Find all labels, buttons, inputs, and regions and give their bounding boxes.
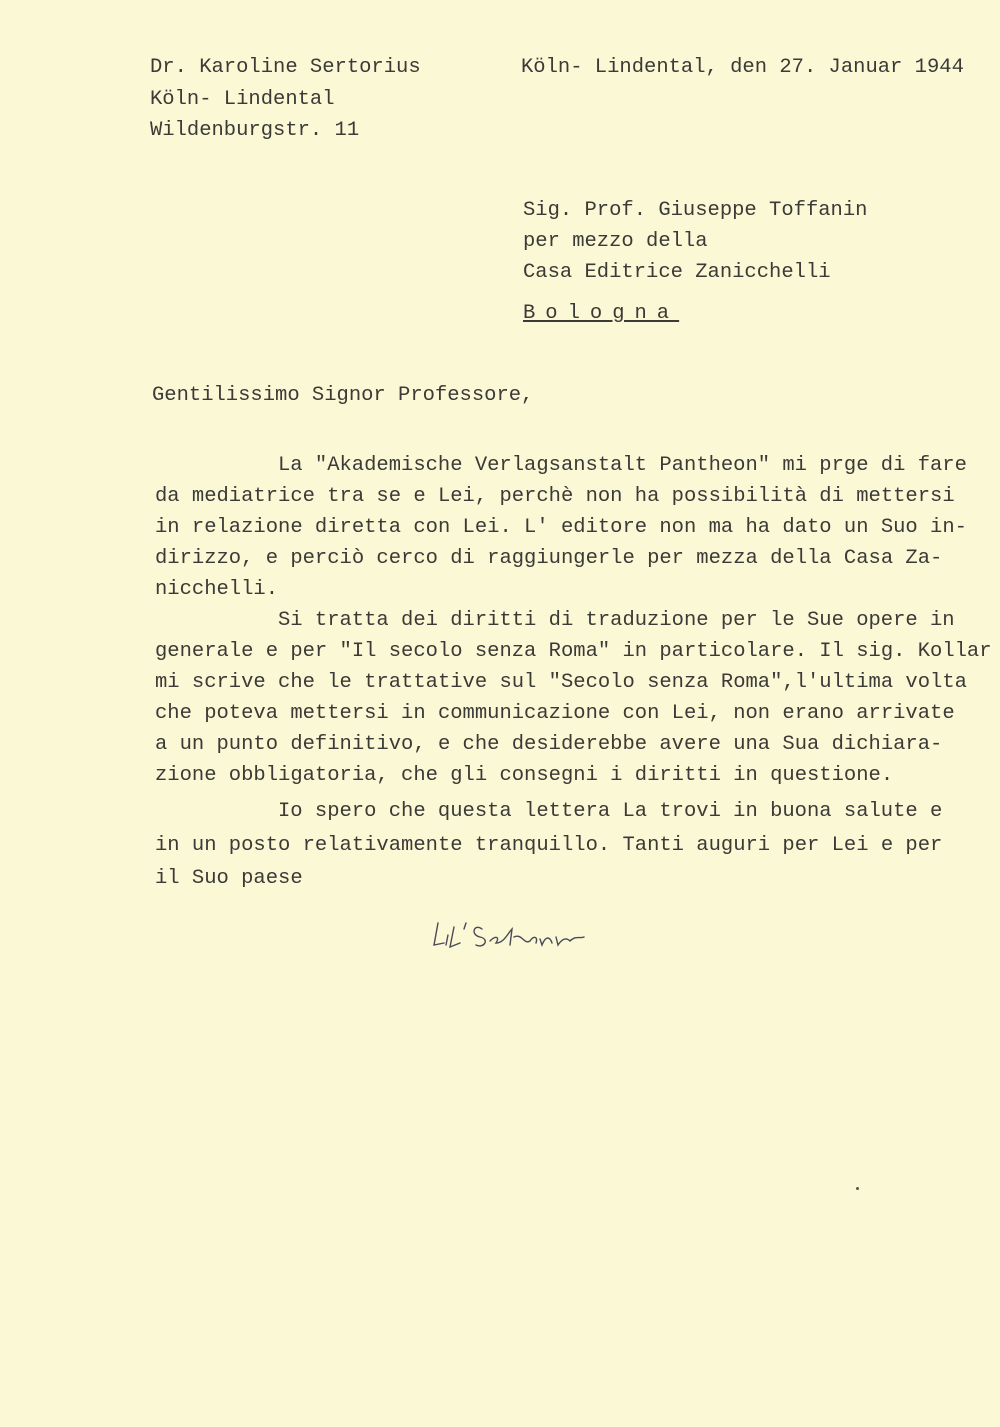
recipient-line: per mezzo della xyxy=(523,230,708,253)
body-line: zione obbligatoria, che gli consegni i diritti in questione. xyxy=(155,764,894,787)
recipient-line: Sig. Prof. Giuseppe Toffanin xyxy=(523,199,868,222)
handwritten-signature xyxy=(430,915,610,955)
body-line: La "Akademische Verlagsanstalt Pantheon" mi prge di fare xyxy=(278,454,967,477)
body-line: Io spero che questa lettera La trovi in buona salute e xyxy=(278,800,943,823)
body-line: che poteva mettersi in communicazione con Lei, non erano arrivate xyxy=(155,702,955,725)
body-line: mi scrive che le trattative sul "Secolo senza Roma",l'ultima volta xyxy=(155,671,967,694)
body-line: il Suo paese xyxy=(155,867,303,890)
body-line: generale e per "Il secolo senza Roma" in particolare. Il sig. Kollar xyxy=(155,640,992,663)
recipient-city: Bologna xyxy=(523,302,680,325)
body-line: a un punto definitivo, e che desiderebbe avere una Sua dichiara- xyxy=(155,733,943,756)
sender-city: Köln- Lindental xyxy=(150,88,335,111)
body-line: nicchelli. xyxy=(155,578,279,601)
recipient-line: Casa Editrice Zanicchelli xyxy=(523,261,831,284)
sender-street: Wildenburgstr. 11 xyxy=(150,119,360,142)
body-line: Si tratta dei diritti di traduzione per le Sue opere in xyxy=(278,609,955,632)
sender-name: Dr. Karoline Sertorius xyxy=(150,56,421,79)
body-line: in relazione diretta con Lei. L' editore non ma ha dato un Suo in- xyxy=(155,516,967,539)
salutation: Gentilissimo Signor Professore, xyxy=(152,384,534,407)
letter-date: Köln- Lindental, den 27. Januar 1944 xyxy=(521,56,964,79)
body-line: da mediatrice tra se e Lei, perchè non ha possibilità di mettersi xyxy=(155,485,955,508)
body-line: dirizzo, e perciò cerco di raggiungerle per mezza della Casa Za- xyxy=(155,547,943,570)
body-line: in un posto relativamente tranquillo. Tanti auguri per Lei e per xyxy=(155,834,943,857)
ink-dot xyxy=(856,1187,859,1190)
